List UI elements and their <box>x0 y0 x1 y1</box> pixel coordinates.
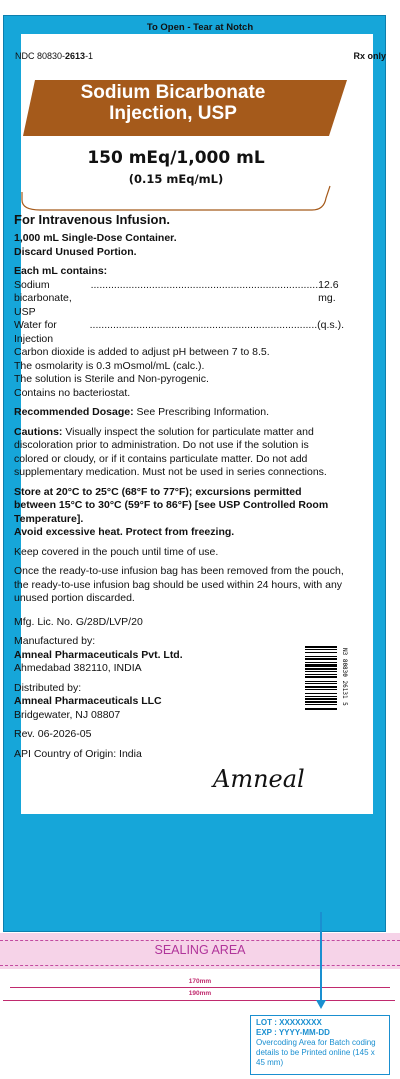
cautions <box>14 426 344 480</box>
route: For Intravenous Infusion. <box>14 212 171 227</box>
product-name-line1: Sodium Bicarbonate <box>80 82 266 103</box>
ingredient-1: Sodium bicarbonate, USP .............................................................................. 12.6 mg. <box>14 279 344 320</box>
cautions-text: Visually inspect the solution for particulate matter and discoloration prior to administration. Do not use if the solution is colored or cloudy, or if it contains particulate matter. Do not add supplementary medication. Must not be used in series connections. <box>14 425 327 478</box>
product-name-line2: Injection, USP <box>109 103 237 124</box>
discard: Discard Unused Portion. <box>14 245 137 258</box>
dosage-label: Recommended Dosage: <box>14 406 134 418</box>
overcoding-arrowhead <box>316 1000 326 1009</box>
barcode <box>305 646 347 736</box>
ingredient-2: Water for Injection .............................................................................. (q.s.). <box>14 319 344 345</box>
overcoding-text: Overcoding Area for Batch coding details to be Printed online (145 x 45 mm) <box>256 1038 376 1067</box>
label-body <box>14 212 344 761</box>
bacteriostat-note: Contains no bacteriostat. <box>14 386 131 399</box>
distributed-by: Distributed by: <box>14 681 82 694</box>
osmolarity: The osmolarity is 0.3 mOsmol/mL (calc.). <box>14 359 205 372</box>
barcode-digits: N3 80830 26131 5 <box>341 648 348 706</box>
strength: 150 mEq/1,000 mL <box>87 148 265 168</box>
ndc-prefix: NDC 80830- <box>15 51 66 61</box>
sealing-area-label: SEALING AREA <box>154 943 246 957</box>
ndc-suffix: -1 <box>85 51 94 61</box>
manufacturer-name: Amneal Pharmaceuticals Pvt. Ltd. <box>14 648 183 661</box>
overcoding-arrow <box>320 912 322 1002</box>
bag-use-note: Once the ready-to-use infusion bag has been removed from the pouch, the ready-to-use infusion bag should be used within 24 hours, with any unused portion discarded. <box>14 565 344 604</box>
mfg-license: Mfg. Lic. No. G/28D/LVP/20 <box>14 615 143 628</box>
ingredient-1-name: Sodium bicarbonate, USP <box>14 278 72 318</box>
sealing-line-top <box>0 940 400 941</box>
distributor-name: Amneal Pharmaceuticals LLC <box>14 695 162 707</box>
ndc-bold: 2613 <box>65 51 86 61</box>
concentration: (0.15 mEq/mL) <box>128 172 224 186</box>
pouch-note: Keep covered in the pouch until time of use. <box>14 545 219 558</box>
ndc-number <box>15 51 93 61</box>
storage: Store at 20°C to 25°C (68°F to 77°F); excursions permitted between 15°C to 30°C (59°F to 86°F) [see USP Controlled Room Temperature]. <box>14 485 329 525</box>
ph-note: Carbon dioxide is added to adjust pH between 7 to 8.5. <box>14 346 270 358</box>
dimension-inner-line <box>10 987 390 988</box>
exp-text: EXP : YYYY-MM-DD <box>256 1028 330 1037</box>
distributor-city: Bridgewater, NJ 08807 <box>14 708 121 721</box>
tear-notice: To Open - Tear at Notch <box>146 22 254 33</box>
cautions-label: Cautions: <box>14 425 63 438</box>
dosage-text: See Prescribing Information. <box>133 406 270 418</box>
rx-only: Rx only <box>353 51 386 61</box>
container: 1,000 mL Single-Dose Container. <box>14 232 177 244</box>
product-banner <box>23 78 347 138</box>
ingredient-2-amount: (q.s.). <box>317 319 344 331</box>
api-origin: API Country of Origin: India <box>14 747 142 760</box>
manufactured-by: Manufactured by: <box>14 635 96 647</box>
product-name <box>23 82 323 124</box>
ingredient-2-name: Water for Injection <box>14 319 57 345</box>
sterile-note: The solution is Sterile and Non-pyrogenic. <box>14 373 209 385</box>
dosage <box>14 406 344 420</box>
amneal-logo: Amneal <box>213 765 305 793</box>
banner-underline <box>0 190 352 212</box>
sealing-line-bottom <box>0 965 400 966</box>
ingredient-1-amount: 12.6 mg. <box>318 278 339 304</box>
dimension-outer: 190mm <box>188 990 212 997</box>
dimension-outer-line <box>3 1000 395 1001</box>
overcoding-box <box>250 1015 390 1075</box>
each-ml-heading: Each mL contains: <box>14 265 108 277</box>
manufacturer-city: Ahmedabad 382110, INDIA <box>14 662 142 674</box>
avoid-heat: Avoid excessive heat. Protect from freezing. <box>14 526 235 538</box>
revision: Rev. 06-2026-05 <box>14 728 92 740</box>
lot-text: LOT : XXXXXXXX <box>256 1018 322 1027</box>
dimension-inner: 170mm <box>188 978 212 985</box>
